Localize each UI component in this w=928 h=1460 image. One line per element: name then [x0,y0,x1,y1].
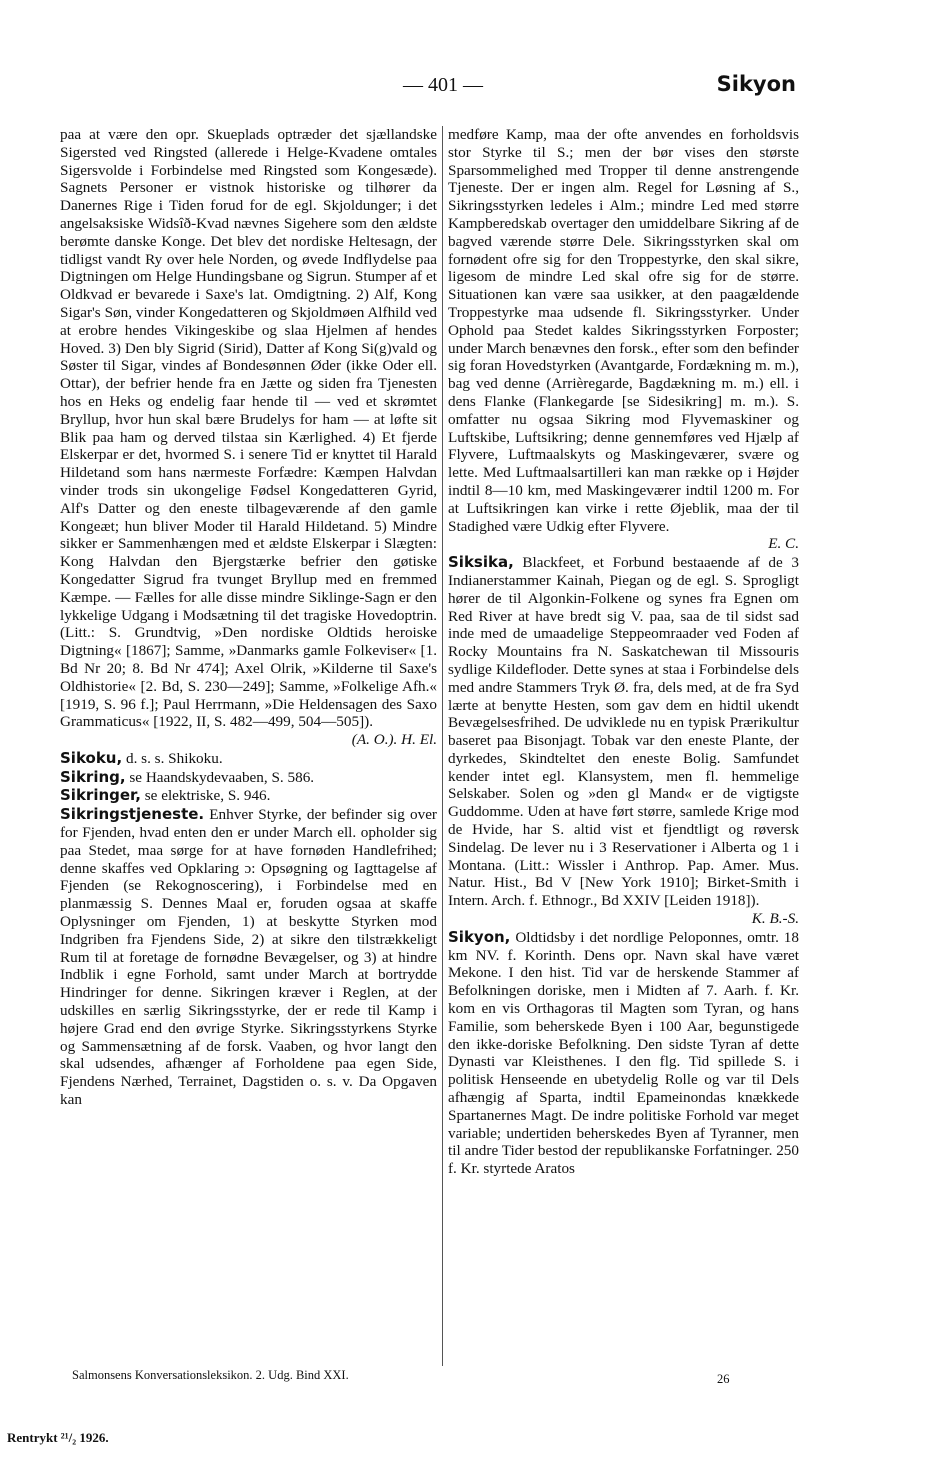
running-head: Sikyon [716,72,796,96]
paragraph: medføre Kamp, maa der ofte anvendes en forholdsvis stor Styrke til S.; men der bør vises den største Sparsommelighed med Tropper til denne anstrengende Tjeneste. Der er ingen alm. Regel for Løsning af S., Sikringsstyrken ledeles i Alm.; mindre Led med større Kampberedskab overtager den umiddelbare Sikring af de bagved værende større Dele. Sikringsstyrken skal om fornødent ofre sig for den Troppestyrke, den skal sikre, ligesom de mindre Led skal ofre sig for de større. Situationen kan være saa usikker, at den paagældende Troppestyrke maa udsende fl. Sikringsstyrker. Under Ophold paa Stedet kaldes Sikringsstyrken Forposter; under March benævnes den forsk., efter som den befinder sig foran Hovedstyrken (Avantgarde, Fordækning m. m.), bag ved denne (Arrièregarde, Bagdækning m. m.) ell. i dens Flanke (Flankegarde [se Sidesikring] m. m.). S. omfatter nu ogsaa Sikring mod Flyvemaskiner og Luftskibe, Luftsikring; denne gennemføres ved Hjælp af Flyvere, Luftmaalskyts og Maskingeværer, svære og lette. Med Luftmaalsartilleri kan man række op i Højder indtil 8—10 km, med Maskingeværer indtil 1200 m. For at Luftsikringen kan virke i rette Øjeblik, maa der til Stadighed være Udkig efter Flyvere. [448,126,799,535]
right-column [448,126,799,1371]
entry-headword: Siksika, [448,553,514,572]
entry-text: Enhver Styrke, der befinder sig over for Fjenden, hvad enten den er under March ell. opholder sig paa Stedet, maa sørge for at have fornøden Handlefrihed; denne skaffes ved Opklaring ɔ: Opsøgning og Iagttagelse af Fjenden (se Rekognoscering), i Forbindelse med en planmæssig S. Dennes Maal er, foruden ogsaa at skaffe Oplysninger om Fjenden, 1) at beskytte Styrken mod Indgriben fra Fjendens Side, 2) at sikre den tilstrækkeligt Rum til at foretage de fornødne Bevægelser, og 3) at hindre Indblik i egne Forhold, samt under March at bortrydde Hindringer for denne. Sikringen kræver i Reglen, at der udskilles en særlig Sikringsstyrke, der er rede til Kamp i højere Grad end den øvrige Styrke. Sikringsstyrkens Styrke og Sammensætning af de forsk. Vaaben, og hvor langt den skal udsendes, afhænger af Forholdene paa egen Side, Fjendens Nærhed, Terrainet, Dagstiden o. s. v. Da Opgaven kan [60,806,437,1109]
entry-text: se Haandskydevaaben, S. 586. [125,768,315,786]
author-signature: K. B.-S. [751,910,799,928]
reprint-note: Rentrykt ²¹/₂ 1926. [7,1430,109,1445]
entry-headword: Sikyon, [448,927,511,946]
entry-text: Blackfeet, et Forbund bestaaende af de 3 Indianerstammer Kainah, Piegan og de egl. S. Sprogligt hører de til Algonkin-Folkene og synes fra Egnen om Red River at have bredt sig V. paa, saa de til sidst sad inde med de umaadelige Steppeomraader ved Foden af Rocky Mountains fra N. Saskatchewan til Missouris sydlige Kildefloder. Dette synes at staa i Forbindelse dels med andre Stammers Tryk Ø. fra, dels med, at de fra Syd lærte at benytte Hesten, som gav dem en hidtil ukendt Bevægelsesfrihed. De udviklede nu en typisk Prærikultur baseret paa Bisonjagt. Tobak var den eneste Plante, der dyrkedes, Skindteltet den eneste Bolig. Samfundet kender intet egl. Klansystem, men fl. hemmelige Selskaber. Solen og »den gl Mand« er de vigtigste Guddomme. Uden at have ført større, samlede Krige mod de Hvide, har S. altid vist et fjendtligt og røversk Sindelag. De lever nu i 3 Reservationer i Alberta og 1 i Montana. (Litt.: Wissler i Anthrop. Pap. Amer. Mus. Natur. Hist., Bd V [New York 1910]; Birket-Smith i Intern. Arch. f. Ethnogr., Bd XXIV [Leiden 1918]). [448,554,799,910]
left-column [60,126,437,1362]
entry-text: se elektriske, S. 946. [140,787,271,805]
publication-footer: Salmonsens Konversationsleksikon. 2. Udg. Bind XXI. [72,1368,349,1382]
entry-siksika [448,554,799,910]
entry-headword: Sikring, [60,767,126,786]
entry-headword: Sikoku, [60,748,123,767]
entry-headword: Sikringstjeneste. [60,805,205,824]
entry-text: Oldtidsby i det nordlige Peloponnes, omtr. 18 km NV. f. Korinth. Dens opr. Navn skal have været Mekone. I den hist. Tid var de herskende Stammer af Befolkningen doriske, men i Midten af 7. Aarh. f. Kr. kom en vis Orthagoras til Magten som Tyran, og hans Familie, som beherskede Byen i 100 Aar, begunstigede den ikke-doriske Befolkning. Den sidste Tyran af dette Dynasti var Kleisthenes. I den flg. Tid spillede S. i politisk Henseende en ubetydelig Rolle og var til Dels afhængig af Sparta, indtil Epameinondas knækkede Spartanernes Magt. De indre politiske Forhold var meget variable; undertiden beherskedes Byen af Tyranner, men til andre Tider bestod der republikanske Forfatninger. 250 f. Kr. styrtede Aratos [448,928,799,1178]
page-number: — 401 — [403,74,483,96]
entry-sikoku [60,750,437,768]
sheet-signature: 26 [717,1372,730,1386]
column-divider [442,126,443,1366]
paragraph: paa at være den opr. Skueplads optræder det sjællandske Sigersted ved Ringsted (allerede i Helge-Kvadene omtales Sigersvolde i Forbindelse med Ringsted som Kongesæde). Sagnets Personer er vistnok historiske og tilhører da Danernes Rige i Tiden forud for de egl. Skjoldunger; i det angelsaksiske Widsîð-Kvad nævnes Sigehere som den ældste berømte danske Konge. Det blev det nordiske Heltesagn, der tidligst vandt Ry over hele Norden, og øvede Indflydelse paa Digtningen om Helge Hundingsbane og Sigrun. Stumper af et Oldkvad er bevarede i Saxe's lat. Omdigtning. 2) Alf, Kong Sigar's Søn, vinder Kongedatteren og Skjoldmøen Alfhild ved at erobre hendes Vikingeskibe og slaa Hjelmen af hendes Hoved. 3) Den bly Sigrid (Sirid), Datter af Kong Si(g)vald og Søster til Sigar, vindes af Bondesønnen Øder (ikke Oder ell. Ottar), der befrier hende fra en Jætte og siden fra Tjenesten hos en Heks og endelig faar hende til — ved et skrømtet Bryllup, hvor hun skal bære Brudelys for ham — at løfte sit Blik paa ham og derved tilstaa sin Kærlighed. 4) Et fjerde Elskerpar er det, hvormed S. i senere Tid er knyttet til Harald Hildetand som hans nærmeste Forfædre: Kæmpen Halvdan vinder trods sin ukongelige Fødsel Kongedatteren Gyrid, Alf's Datter og den eneste tilbageværende af den gamle Kongeæt; hun bliver Moder til Harald Hildetand. 5) Mindre sikker er Sammenhængen med et ældste Elskerpar i Slægten: Kong Halvdan den Bjergstærke befrier den gøtiske Kongedatter Sigrud fra tvunget Bryllup med en fremmed Kæmpe. — Fælles for alle disse mindre Siklinge-Sagn er den lykkelige Udgang i Modsætning til det tragiske Hovedoptrin. (Litt.: S. Grundtvig, »Den nordiske Oldtids heroiske Digtning« [1867]; Samme, »Danmarks gamle Folkeviser« [1. Bd Nr 20; 8. Bd Nr 474]; Axel Olrik, »Kilderne til Saxe's Oldhistorie« [2. Bd, S. 230—249]; Samme, »Folkelige Afh.« [1919, S. 96 f.]; Paul Herrmann, »Die Heldensagen des Saxo Grammaticus« [1922, II, S. 482—499, 504—505]). [60,126,437,731]
author-signature: (A. O.). H. El. [351,731,437,749]
author-signature: E. C. [768,535,799,553]
entry-sikringer [60,787,437,805]
entry-text: d. s. s. Shikoku. [122,749,223,767]
entry-sikringstjeneste [60,806,437,1109]
entry-sikyon [448,929,799,1178]
entry-headword: Sikringer, [60,786,141,805]
entry-sikring [60,769,437,787]
